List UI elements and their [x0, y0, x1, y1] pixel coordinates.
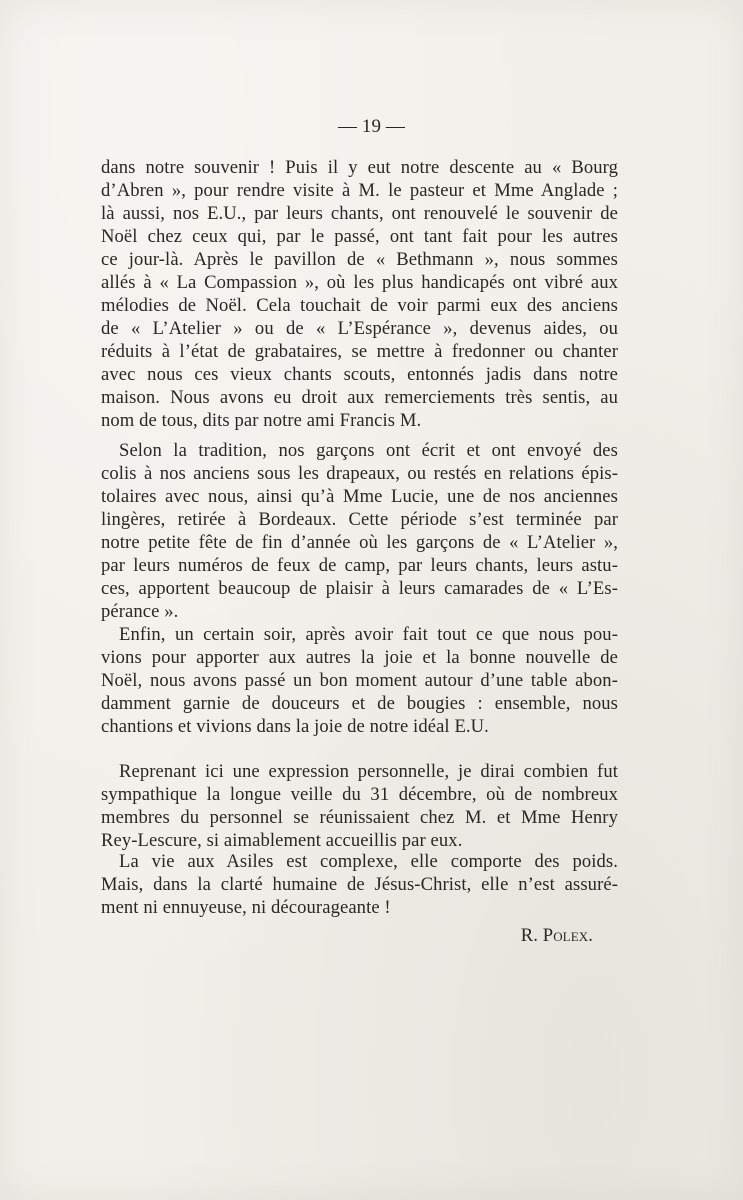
- text-line: ce jour-là. Après le pavillon de « Bethmann », nous sommes: [101, 249, 618, 270]
- text-line: ment ni ennuyeuse, ni décourageante !: [101, 897, 391, 918]
- text-line: de « L’Atelier » ou de « L’Espérance », devenus aides, ou: [101, 318, 618, 339]
- text-line: Noël chez ceux qui, par le passé, ont tant fait pour les autres: [101, 226, 618, 247]
- text-line: damment garnie de douceurs et de bougies : ensemble, nous: [101, 693, 618, 714]
- text-line: réduits à l’état de grabataires, se mettre à fredonner ou chanter: [101, 341, 618, 362]
- signature: R. Polex.: [520, 925, 593, 946]
- text-line: avec nous ces vieux chants scouts, entonnés jadis dans notre: [101, 364, 618, 385]
- text-line: là aussi, nos E.U., par leurs chants, ont renouvelé le souvenir de: [101, 203, 618, 224]
- text-line: nom de tous, dits par notre ami Francis M.: [101, 410, 422, 431]
- text-line: La vie aux Asiles est complexe, elle comporte des poids.: [119, 851, 618, 872]
- paragraph-1: [101, 156, 618, 432]
- text-line: Rey-Lescure, si aimablement accueillis par eux.: [101, 830, 463, 851]
- text-line: mélodies de Noël. Cela touchait de voir parmi eux des anciens: [101, 295, 618, 316]
- text-line: Selon la tradition, nos garçons ont écrit et ont envoyé des: [119, 440, 618, 461]
- paragraph-2: [101, 439, 618, 623]
- text-line: allés à « La Compassion », où les plus handicapés ont vibré aux: [101, 272, 618, 293]
- text-line: pérance ».: [101, 601, 179, 622]
- text-line: tolaires avec nous, ainsi qu’à Mme Lucie, une de nos anciennes: [101, 486, 618, 507]
- text-line: maison. Nous avons eu droit aux remerciements très sentis, au: [101, 387, 618, 408]
- text-line: Noël, nous avons passé un bon moment autour d’une table abon-: [101, 670, 618, 691]
- paragraph-3: [101, 623, 618, 738]
- text-line: Reprenant ici une expression personnelle, je dirai combien fut: [119, 761, 618, 782]
- text-line: par leurs numéros de feux de camp, par leurs chants, leurs astu-: [101, 555, 618, 576]
- text-line: sympathique la longue veille du 31 décembre, où de nombreux: [101, 784, 618, 805]
- text-line: Enfin, un certain soir, après avoir fait tout ce que nous pou-: [119, 624, 618, 645]
- page-number: — 19 —: [337, 116, 406, 137]
- text-line: vions pour apporter aux autres la joie et la bonne nouvelle de: [101, 647, 618, 668]
- text-line: chantions et vivions dans la joie de notre idéal E.U.: [101, 716, 489, 737]
- text-line: d’Abren », pour rendre visite à M. le pasteur et Mme Anglade ;: [101, 180, 618, 201]
- paragraph-4: [101, 760, 618, 852]
- text-line: notre petite fête de fin d’année où les garçons de « L’Atelier »,: [101, 532, 618, 553]
- text-line: dans notre souvenir ! Puis il y eut notre descente au « Bourg: [101, 157, 618, 178]
- text-line: membres du personnel se réunissaient chez M. et Mme Henry: [101, 807, 618, 828]
- text-line: colis à nos anciens sous les drapeaux, ou restés en relations épis-: [101, 463, 618, 484]
- text-line: ces, apportent beaucoup de plaisir à leurs camarades de « L’Es-: [101, 578, 618, 599]
- paragraph-5: [101, 850, 618, 919]
- text-line: lingères, retirée à Bordeaux. Cette période s’est terminée par: [101, 509, 618, 530]
- text-line: Mais, dans la clarté humaine de Jésus-Christ, elle n’est assuré-: [101, 874, 618, 895]
